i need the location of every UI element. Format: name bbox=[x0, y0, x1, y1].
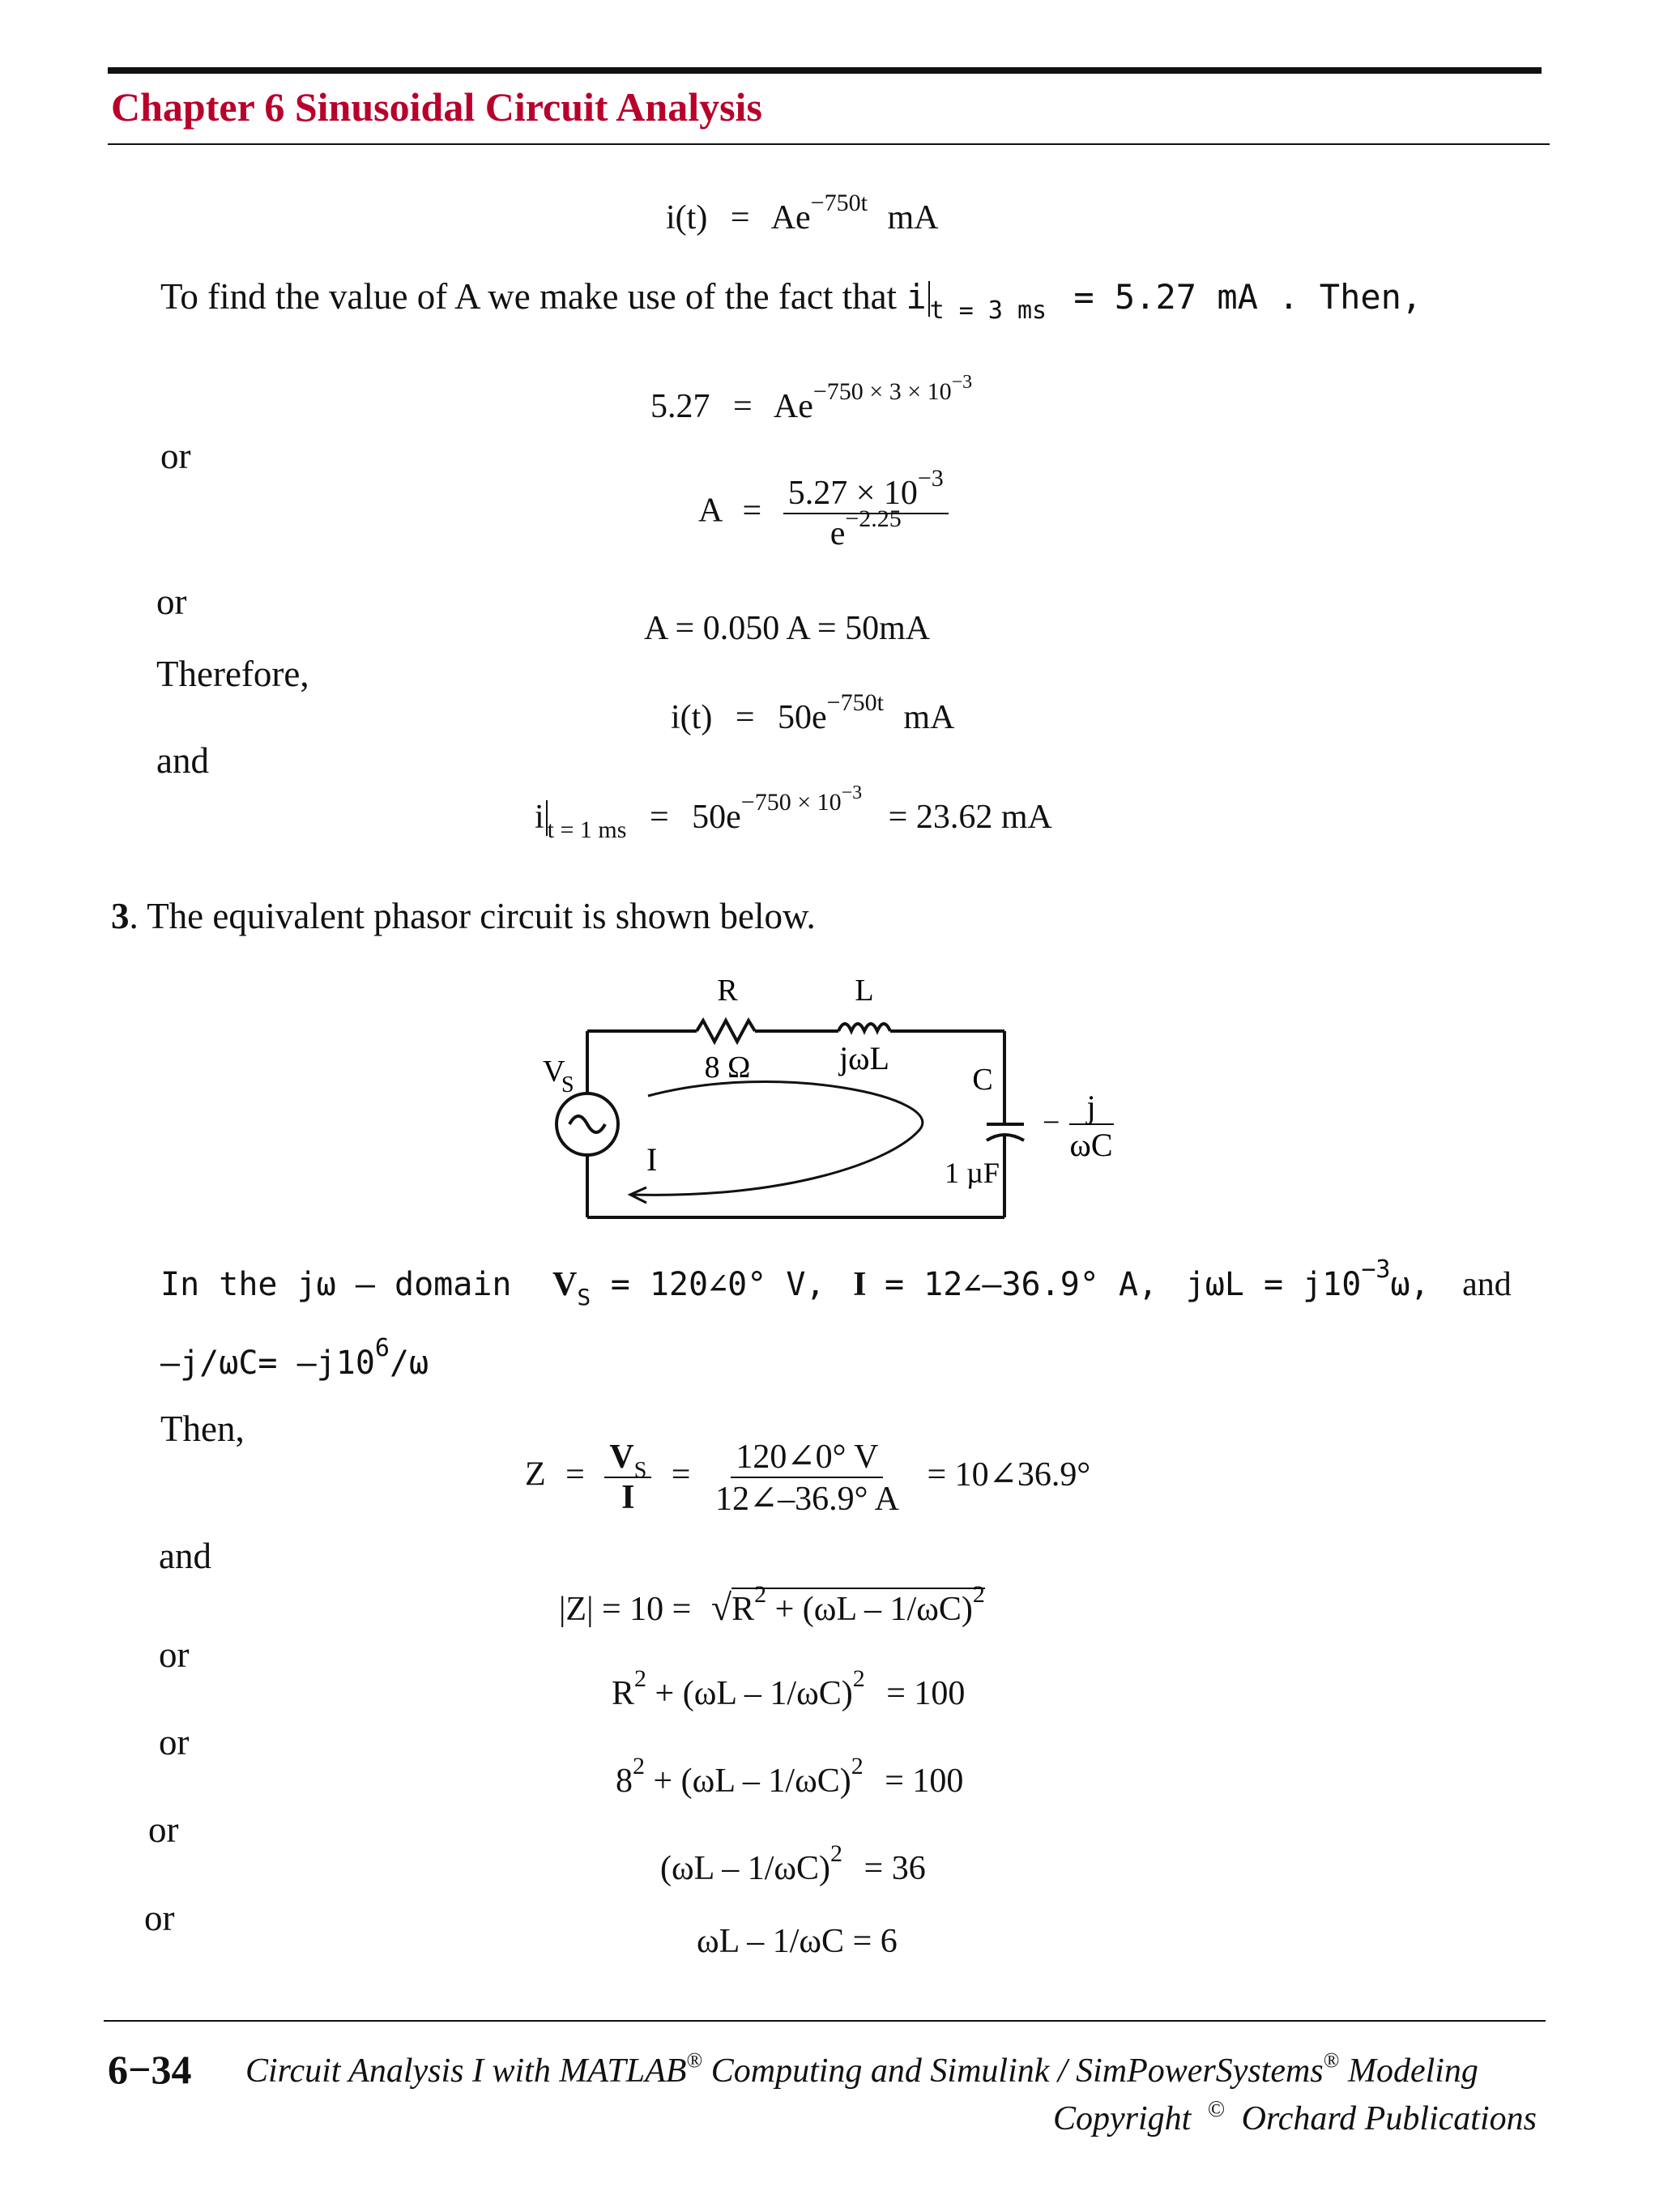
vs-value: = 120∠0° V, bbox=[610, 1266, 825, 1303]
item-text: The equivalent phasor circuit is shown below. bbox=[147, 896, 816, 936]
connector-or-6: or bbox=[144, 1898, 175, 1938]
radicand-exponent-2: 2 bbox=[972, 1581, 985, 1608]
inductor-exponent: −3 bbox=[1361, 1255, 1391, 1284]
current-label: I bbox=[646, 1141, 658, 1178]
resistor-symbol bbox=[697, 1021, 755, 1042]
connector-or-4: or bbox=[159, 1722, 190, 1762]
equation-magnitude-z bbox=[559, 1581, 985, 1629]
item-number: 3 bbox=[111, 896, 130, 936]
radicand-rest: + (ωL – 1/ωC) bbox=[766, 1591, 973, 1628]
denominator-exponent: −2.25 bbox=[845, 505, 902, 532]
eq-term-a: 8 bbox=[616, 1762, 633, 1800]
capacitor-impedance-numerator: j bbox=[1086, 1089, 1096, 1125]
eq-base: Ae bbox=[773, 388, 813, 425]
item-3: 3. The equivalent phasor circuit is shown below. bbox=[111, 896, 816, 936]
eq-term-a: (ωL – 1/ωC) bbox=[660, 1850, 831, 1887]
eq-rhs: = 36 bbox=[864, 1850, 926, 1887]
fraction-numerator: 5.27 × 10 bbox=[787, 475, 918, 512]
eq-rhs: = 100 bbox=[886, 1675, 966, 1712]
capacitor-expression: –j/ωC= –j10 bbox=[160, 1345, 375, 1382]
eq-sign: = bbox=[565, 1455, 585, 1494]
connector-or-3: or bbox=[159, 1634, 190, 1675]
equation-r-squared bbox=[612, 1665, 966, 1713]
eq-sign: = bbox=[742, 492, 762, 530]
fraction-denominator: e bbox=[830, 515, 846, 552]
equation-it-2 bbox=[671, 689, 955, 737]
book-title-part-1: Circuit Analysis I with MATLAB bbox=[245, 2052, 687, 2090]
eq-sign: = bbox=[733, 388, 753, 425]
subscript-t1ms: t = 1 ms bbox=[547, 816, 627, 843]
eq-lhs: A bbox=[698, 492, 722, 530]
capacitor-label: C bbox=[972, 1063, 993, 1097]
resistor-value: 8 Ω bbox=[704, 1051, 751, 1085]
ac-source-sine-icon bbox=[569, 1116, 605, 1132]
eq-exponent: −750t bbox=[826, 689, 884, 716]
paragraph-text: To find the value of A we make use of the fact that bbox=[160, 276, 898, 317]
paragraph-find-a bbox=[160, 275, 1422, 325]
equation-it-1 bbox=[666, 190, 939, 237]
connector-therefore: Therefore, bbox=[156, 654, 309, 694]
value-text: = 5.27 mA . Then, bbox=[1073, 277, 1422, 317]
page-number: 6−34 bbox=[108, 2047, 192, 2092]
current-loop-arrow bbox=[632, 1082, 923, 1196]
equation-impedance-z bbox=[525, 1436, 1090, 1519]
capacitor-impedance-sign: − bbox=[1043, 1106, 1060, 1140]
eq-base: 50e bbox=[778, 699, 827, 736]
connector-or-5: or bbox=[148, 1809, 179, 1850]
equation-a-value: A = 0.050 A = 50mA bbox=[644, 610, 931, 647]
eq-term-a-exponent: 2 bbox=[633, 1753, 645, 1779]
radicand-r: R bbox=[731, 1591, 755, 1628]
chapter-title: Chapter 6 Sinusoidal Circuit Analysis bbox=[111, 84, 762, 130]
eq-base: 50e bbox=[692, 799, 741, 836]
copyright-symbol: © bbox=[1207, 2097, 1226, 2122]
vs-symbol: V bbox=[552, 1266, 578, 1303]
inductor-symbol bbox=[838, 1024, 890, 1031]
phasor-denominator: 12∠–36.9° A bbox=[714, 1481, 899, 1518]
source-label: V bbox=[543, 1055, 565, 1089]
copyright-line bbox=[1053, 2099, 1537, 2138]
top-rule-thin bbox=[108, 143, 1550, 145]
equation-squared-36 bbox=[660, 1840, 926, 1888]
eq-result: = 10∠36.9° bbox=[927, 1455, 1091, 1494]
eq-sign-2: = bbox=[671, 1455, 691, 1494]
footer-rule bbox=[104, 2020, 1546, 2022]
book-title-part-3: Modeling bbox=[1339, 2052, 1478, 2090]
book-title-part-2: Computing and Simulink / SimPowerSystems bbox=[702, 2052, 1324, 2090]
inductor-omega: ω, bbox=[1390, 1266, 1430, 1303]
phasor-numerator: 120∠0° V bbox=[731, 1436, 883, 1478]
sqrt-symbol: √ bbox=[710, 1587, 732, 1628]
eq-term-b: + (ωL – 1/ωC) bbox=[645, 1762, 851, 1800]
eq-lhs: Z bbox=[525, 1455, 546, 1494]
current-symbol: i bbox=[535, 799, 544, 836]
capacitor-expression-rest: /ω bbox=[389, 1345, 429, 1382]
capacitor-impedance-denominator: ωC bbox=[1069, 1127, 1113, 1163]
connector-and: and bbox=[1462, 1266, 1512, 1303]
eq-exponent-2: −3 bbox=[951, 372, 973, 393]
eq-sign: = bbox=[649, 799, 669, 836]
eq-term-a: R bbox=[612, 1675, 635, 1712]
capacitor-expression-line bbox=[160, 1334, 429, 1382]
eq-term-b-exponent: 2 bbox=[851, 1753, 864, 1779]
resistor-label: R bbox=[717, 974, 738, 1008]
equation-527 bbox=[650, 372, 973, 426]
numerator-exponent: −3 bbox=[917, 465, 944, 492]
book-title bbox=[245, 2048, 1478, 2091]
eq-rhs: = 100 bbox=[885, 1762, 964, 1800]
eq-lhs: |Z| = 10 = bbox=[559, 1591, 692, 1628]
jw-domain-line bbox=[160, 1255, 1512, 1311]
registered-mark-1: ® bbox=[686, 2048, 703, 2072]
eq-term-b-exponent: 2 bbox=[852, 1665, 865, 1692]
connector-then: Then, bbox=[160, 1409, 245, 1449]
eq-unit: mA bbox=[887, 199, 939, 237]
equation-8-squared bbox=[616, 1753, 964, 1801]
connector-or-1: or bbox=[160, 436, 191, 476]
phasor-circuit-diagram bbox=[510, 964, 1126, 1239]
copyright-word: Copyright bbox=[1053, 2100, 1192, 2137]
eq-base: Ae bbox=[770, 199, 811, 237]
eq-sign: = bbox=[730, 199, 750, 237]
equation-a-fraction bbox=[698, 465, 949, 553]
top-rule-thick bbox=[108, 67, 1542, 74]
inductor-label: L bbox=[855, 974, 874, 1008]
current-symbol: i bbox=[906, 277, 927, 317]
eq-term-a-exponent: 2 bbox=[830, 1840, 843, 1867]
eq-sign: = bbox=[735, 699, 755, 736]
eq-result: = 23.62 mA bbox=[888, 799, 1052, 836]
vs-subscript: S bbox=[577, 1284, 591, 1311]
current-value: = 12∠–36.9° A, bbox=[884, 1266, 1158, 1303]
eq-exponent-2: −3 bbox=[841, 782, 863, 803]
radicand-exponent: 2 bbox=[754, 1581, 767, 1608]
eq-exponent: −750t bbox=[810, 190, 868, 216]
publisher-name: Orchard Publications bbox=[1241, 2100, 1537, 2137]
domain-text: In the jω – domain bbox=[160, 1266, 512, 1303]
connector-or-2: or bbox=[156, 582, 187, 622]
eq-lhs: i(t) bbox=[666, 199, 708, 237]
eq-lhs: i(t) bbox=[671, 699, 713, 736]
vs-numerator-subscript: S bbox=[633, 1458, 647, 1483]
eq-term-b: + (ωL – 1/ωC) bbox=[646, 1675, 853, 1712]
eq-exponent: −750 × 3 × 10 bbox=[812, 378, 952, 405]
current-bold-symbol: I bbox=[853, 1266, 867, 1303]
connector-and-2: and bbox=[159, 1536, 211, 1576]
eq-exponent: −750 × 10 bbox=[740, 789, 842, 816]
eq-lhs: 5.27 bbox=[650, 388, 710, 425]
capacitor-value: 1 µF bbox=[945, 1157, 1000, 1189]
subscript-t3ms: t = 3 ms bbox=[929, 296, 1047, 325]
connector-and-1: and bbox=[156, 740, 209, 781]
registered-mark-2: ® bbox=[1323, 2048, 1340, 2072]
equation-result-6: ωL – 1/ωC = 6 bbox=[697, 1923, 898, 1960]
eq-unit: mA bbox=[903, 699, 955, 736]
vs-numerator: V bbox=[609, 1438, 634, 1476]
inductor-impedance: jωL bbox=[839, 1040, 889, 1076]
eq-term-a-exponent: 2 bbox=[634, 1665, 647, 1692]
inductor-expression: jωL = j10 bbox=[1185, 1266, 1362, 1303]
capacitor-exponent: 6 bbox=[374, 1334, 390, 1362]
equation-i-1ms bbox=[535, 782, 1052, 843]
i-denominator: I bbox=[621, 1479, 635, 1516]
source-label-subscript: S bbox=[561, 1072, 574, 1097]
